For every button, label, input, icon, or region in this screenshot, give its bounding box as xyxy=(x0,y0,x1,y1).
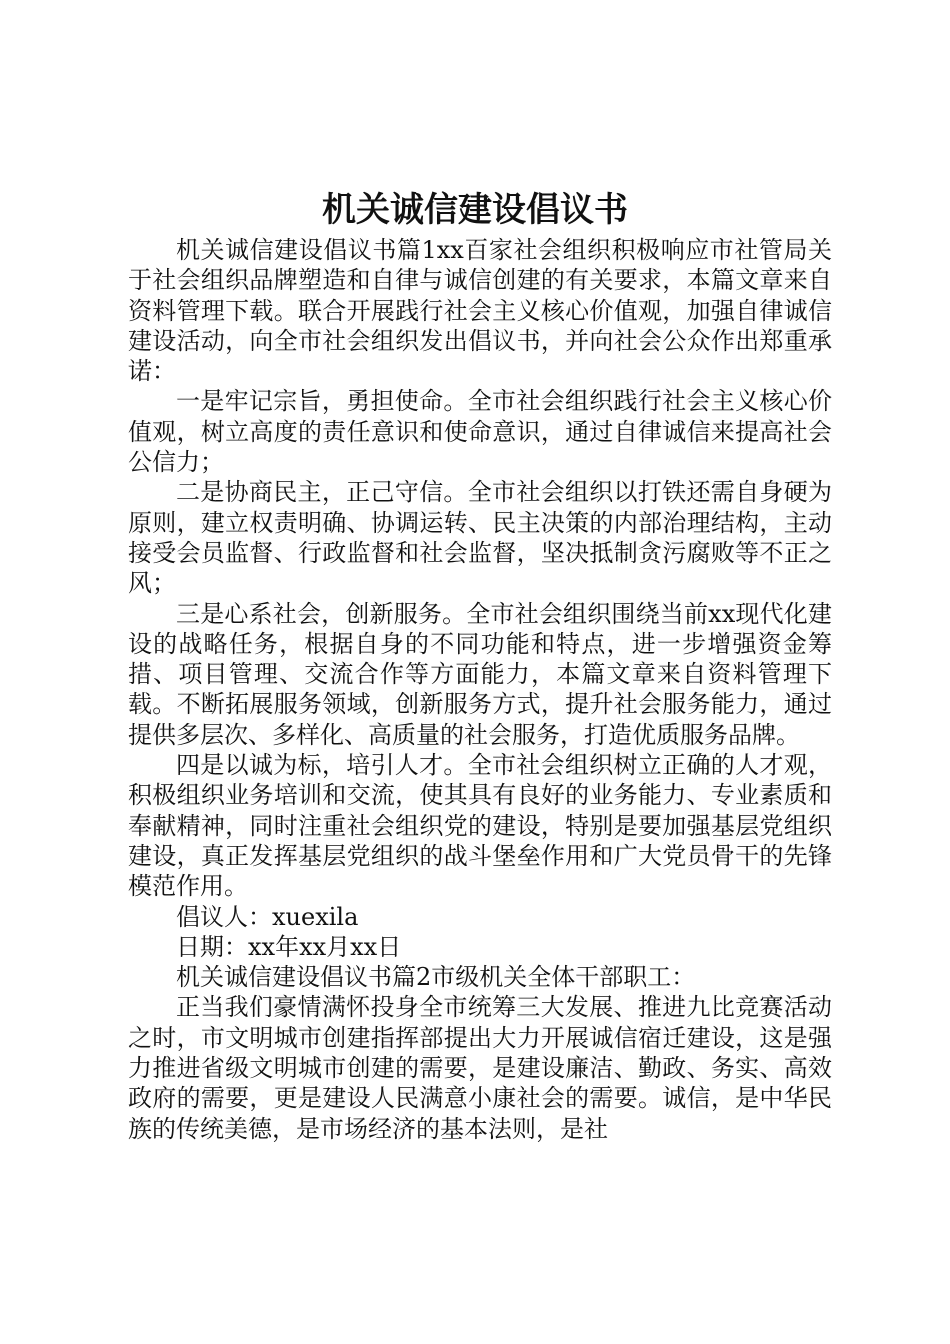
document-title: 机关诚信建设倡议书 xyxy=(322,190,628,230)
paragraph-point-one: 一是牢记宗旨，勇担使命。全市社会组织践行社会主义核心价值观，树立高度的责任意识和使命意识，通过自律诚信来提高社会公信力； xyxy=(128,387,832,477)
paragraph-point-four: 四是以诚为标，培引人才。全市社会组织树立正确的人才观，积极组织业务培训和交流，使其具有良好的业务能力、专业素质和奉献精神，同时注重社会组织党的建设，特别是要加强基层党组织建设，真正发挥基层党组织的战斗堡垒作用和广大党员骨干的先锋模范作用。 xyxy=(128,751,832,901)
paragraph-point-three: 三是心系社会，创新服务。全市社会组织围绕当前xx现代化建设的战略任务，根据自身的不同功能和特点，进一步增强资金筹措、项目管理、交流合作等方面能力，本篇文章来自资料管理下载。不断拓展服务领域，创新服务方式，提升社会服务能力，通过提供多层次、多样化、高质量的社会服务，打造优质服务品牌。 xyxy=(128,599,832,749)
paragraph-second-heading: 机关诚信建设倡议书篇2市级机关全体干部职工： xyxy=(176,963,696,992)
paragraph-intro: 机关诚信建设倡议书篇1xx百家社会组织积极响应市社管局关于社会组织品牌塑造和自律与诚信创建的有关要求，本篇文章来自资料管理下载。联合开展践行社会主义核心价值观，加强自律诚信建设活动，向全市社会组织发出倡议书，并向社会公众作出郑重承诺： xyxy=(128,236,832,386)
paragraph-point-two: 二是协商民主，正己守信。全市社会组织以打铁还需自身硬为原则，建立权责明确、协调运转、民主决策的内部治理结构，主动接受会员监督、行政监督和社会监督，坚决抵制贪污腐败等不正之风； xyxy=(128,478,832,598)
paragraph-second-body: 正当我们豪情满怀投身全市统筹三大发展、推进九比竞赛活动之时，市文明城市创建指挥部提出大力开展诚信宿迁建设，这是强力推进省级文明城市创建的需要，是建设廉洁、勤政、务实、高效政府的需要，更是建设人民满意小康社会的需要。诚信，是中华民族的传统美德，是市场经济的基本法则，是社 xyxy=(128,993,832,1143)
initiator-line: 倡议人：xuexila xyxy=(176,902,359,931)
document-body xyxy=(128,235,832,1144)
date-line: 日期：xx年xx月xx日 xyxy=(176,932,402,961)
